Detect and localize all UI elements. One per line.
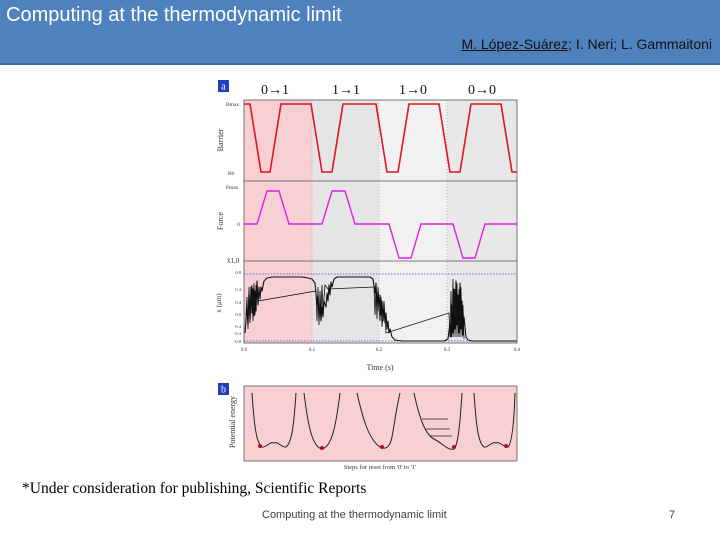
position-tick-3: 0.0 <box>235 312 241 317</box>
barrier-tick-zero: B0 <box>228 171 235 177</box>
operation-label-1: 0→1 <box>261 83 289 98</box>
panel-b-letter: b <box>221 384 226 396</box>
author-separator: ; <box>568 36 576 52</box>
author-rest: I. Neri; L. Gammaitoni <box>575 36 712 52</box>
page-number: 7 <box>669 509 676 521</box>
force-tick-max: Fmax <box>226 185 239 191</box>
position-tick-6: -0.8 <box>233 339 241 344</box>
panel-b-ylabel: Potential energy <box>228 395 237 449</box>
position-tick-0: 0.8 <box>235 270 241 275</box>
panel-a-letter: a <box>221 81 226 93</box>
publication-note: *Under consideration for publishing, Scientific Reports <box>22 480 367 497</box>
position-tick-4: -0.4 <box>233 324 241 329</box>
barrier-tick-max: Bmax <box>226 102 240 108</box>
time-tick-3: 0.3 <box>443 348 451 353</box>
position-tick-2: 0.4 <box>235 300 241 305</box>
time-tick-1: 0.1 <box>308 348 316 353</box>
time-tick-0: 0.0 <box>240 348 248 353</box>
panel-b-xlabel: Steps for reset from '0' to '1' <box>343 464 417 471</box>
position-tick-1: 0.4 <box>235 287 241 292</box>
force-axis-label: Force <box>216 211 225 231</box>
operation-label-3: 1→0 <box>399 83 427 98</box>
panel-a-shade-3 <box>379 100 447 343</box>
operation-label-2: 1→1 <box>332 83 360 98</box>
barrier-axis-label: Barrier <box>216 128 225 152</box>
force-tick-zero: 0 <box>237 222 240 228</box>
panel-b-area <box>244 386 517 461</box>
position-axis-label: x (μm) <box>215 293 223 313</box>
slide-title: Computing at the thermodynamic limit <box>6 4 342 26</box>
position-tick-label: x̄1,0 <box>227 257 240 265</box>
position-tick-5: -0.4 <box>233 331 241 336</box>
title-bar <box>0 0 720 65</box>
time-tick-4: 0.4 <box>513 348 521 353</box>
footer-text: Computing at the thermodynamic limit <box>262 509 447 521</box>
author-list <box>461 36 712 52</box>
figure <box>212 75 528 475</box>
time-axis-label: Time (s) <box>366 363 394 372</box>
operation-label-4: 0→0 <box>468 83 496 98</box>
author-first: M. López-Suárez <box>461 36 569 52</box>
time-tick-2: 0.2 <box>375 348 383 353</box>
